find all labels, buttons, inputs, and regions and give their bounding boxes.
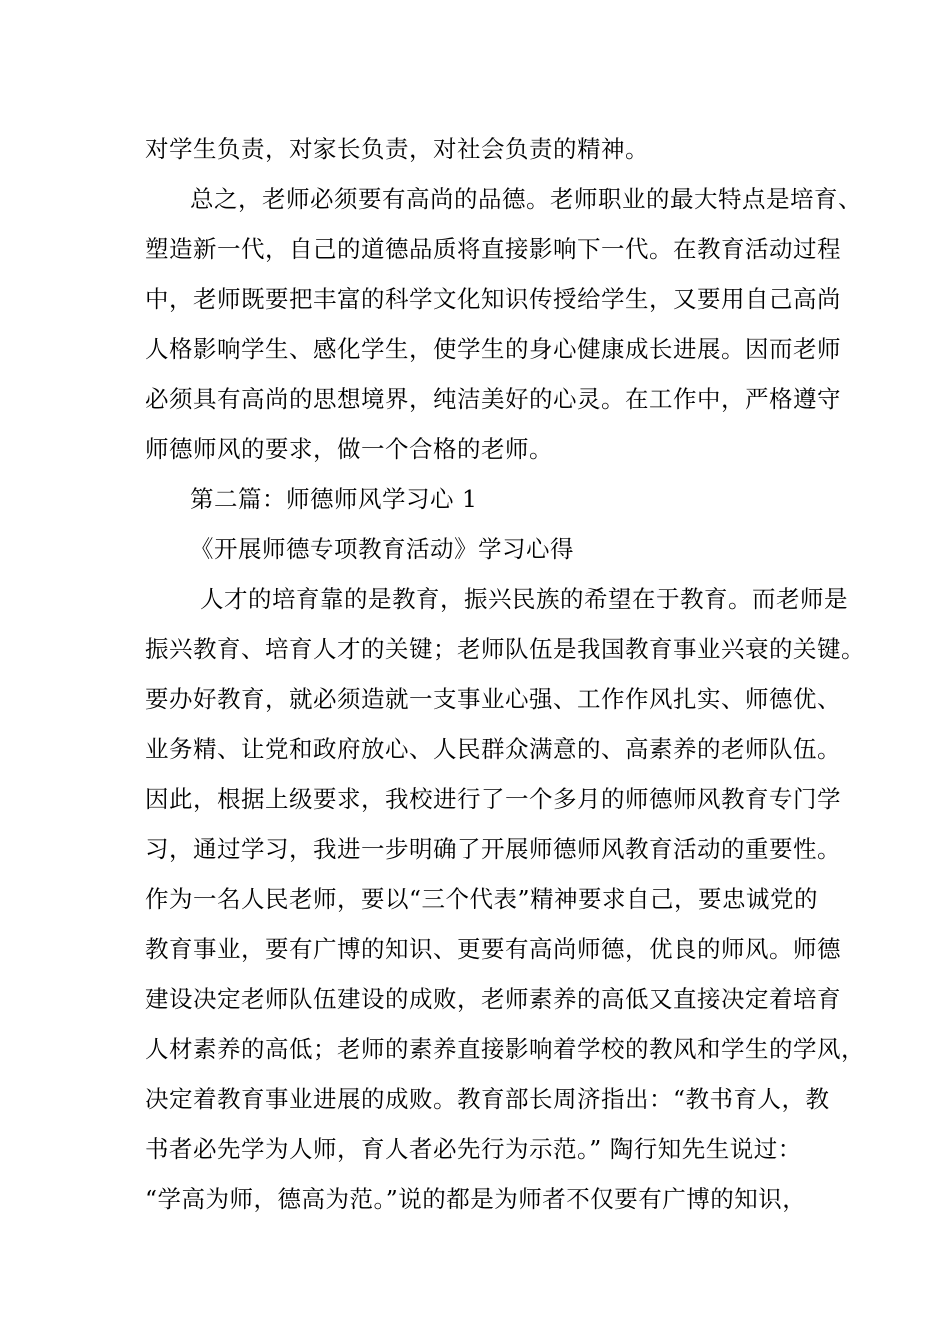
text-line: 业务精、让党和政府放心、人民群众满意的、高素养的老师队伍。 xyxy=(145,735,841,763)
text-line: 人格影响学生、感化学生，使学生的身心健康成长进展。因而老师 xyxy=(145,335,841,363)
text-line: 振兴教育、培育人才的关键；老师队伍是我国教育事业兴衰的关键。 xyxy=(145,635,865,663)
paragraph-line: 人才的培育靠的是教育，振兴民族的希望在于教育。而老师是 xyxy=(200,585,848,613)
text-line: 中，老师既要把丰富的科学文化知识传授给学生，又要用自己高尚 xyxy=(145,285,841,313)
text-line: 书者必先学为人师，育人者必先行为示范。” 陶行知先生说过： xyxy=(145,1135,802,1163)
text-line: 习，通过学习，我进一步明确了开展师德师风教育活动的重要性。 xyxy=(145,835,841,863)
text-line: 要办好教育，就必须造就一支事业心强、工作作风扎实、师德优、 xyxy=(145,685,841,713)
text-line: 塑造新一代，自己的道德品质将直接影响下一代。在教育活动过程 xyxy=(145,235,841,263)
text-line: 人材素养的高低；老师的素养直接影响着学校的教风和学生的学风， xyxy=(145,1035,865,1063)
text-line: 师德师风的要求，做一个合格的老师。 xyxy=(145,435,553,463)
text-line: 建设决定老师队伍建设的成败，老师素养的高低又直接决定着培育 xyxy=(145,985,841,1013)
section-heading: 第二篇：师德师风学习心 1 xyxy=(190,485,478,513)
text-line: “学高为师，德高为范。”说的都是为师者不仅要有广博的知识， xyxy=(145,1185,807,1213)
text-line: 作为一名人民老师，要以“三个代表”精神要求自己，要忠诚党的 xyxy=(145,885,819,913)
paragraph-line: 总之，老师必须要有高尚的品德。老师职业的最大特点是培育、 xyxy=(190,185,862,213)
text-line: 因此，根据上级要求，我校进行了一个多月的师德师风教育专门学 xyxy=(145,785,841,813)
text-line: 对学生负责，对家长负责，对社会负责的精神。 xyxy=(145,135,649,163)
article-title: 《开展师德专项教育活动》学习心得 xyxy=(190,535,574,563)
text-line: 决定着教育事业进展的成败。教育部长周济指出：“教书育人，教 xyxy=(145,1085,830,1113)
text-line: 教育事业，要有广博的知识、更要有高尚师德，优良的师风。师德 xyxy=(145,935,841,963)
text-line: 必须具有高尚的思想境界，纯洁美好的心灵。在工作中，严格遵守 xyxy=(145,385,841,413)
